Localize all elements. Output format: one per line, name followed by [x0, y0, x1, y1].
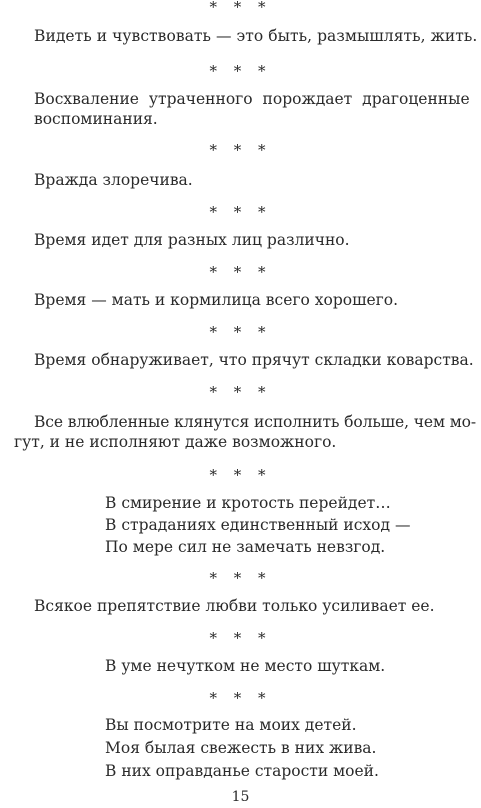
aphorism-text: Всякое препятствие любви только усиливает ее.	[34, 597, 435, 615]
page-number: 15	[231, 789, 250, 805]
aphorism-text: Восхваление утраченного порождает драгоценные	[34, 90, 470, 108]
aphorism-text: Время идет для разных лиц различно.	[34, 231, 350, 249]
separator-stars: * * *	[209, 263, 272, 281]
aphorism-text: Вражда злоречива.	[34, 171, 193, 189]
aphorism-text: В уме нечутком не место шуткам.	[105, 657, 386, 675]
aphorism-text: Время обнаруживает, что прячут складки коварства.	[34, 351, 474, 369]
aphorism-text: Видеть и чувствовать — это быть, размышлять, жить.	[34, 27, 478, 45]
verse-line: По мере сил не замечать невзгод.	[105, 538, 386, 556]
separator-stars: * * *	[209, 62, 272, 80]
aphorism-text: гут, и не исполняют даже возможного.	[14, 433, 337, 451]
aphorism-text: Время — мать и кормилица всего хорошего.	[34, 291, 399, 309]
aphorism-text: воспоминания.	[34, 110, 158, 128]
separator-stars: * * *	[209, 569, 272, 587]
verse-line: Моя былая свежесть в них жива.	[105, 739, 377, 757]
separator-stars: * * *	[209, 383, 272, 401]
aphorism-text: Все влюбленные клянутся исполнить больше, чем мо-	[34, 413, 477, 431]
separator-stars: * * *	[209, 203, 272, 221]
separator-stars: * * *	[209, 466, 272, 484]
verse-line: В страданиях единственный исход —	[105, 516, 411, 534]
separator-stars: * * *	[209, 141, 272, 159]
verse-line: В них оправданье старости моей.	[105, 762, 379, 780]
separator-stars: * * *	[209, 323, 272, 341]
verse-line: Вы посмотрите на моих детей.	[105, 716, 357, 734]
separator-stars: * * *	[209, 629, 272, 647]
verse-line: В смирение и кротость перейдет…	[105, 494, 391, 512]
separator-stars: * * *	[209, 689, 272, 707]
separator-stars: * * *	[209, 0, 272, 16]
